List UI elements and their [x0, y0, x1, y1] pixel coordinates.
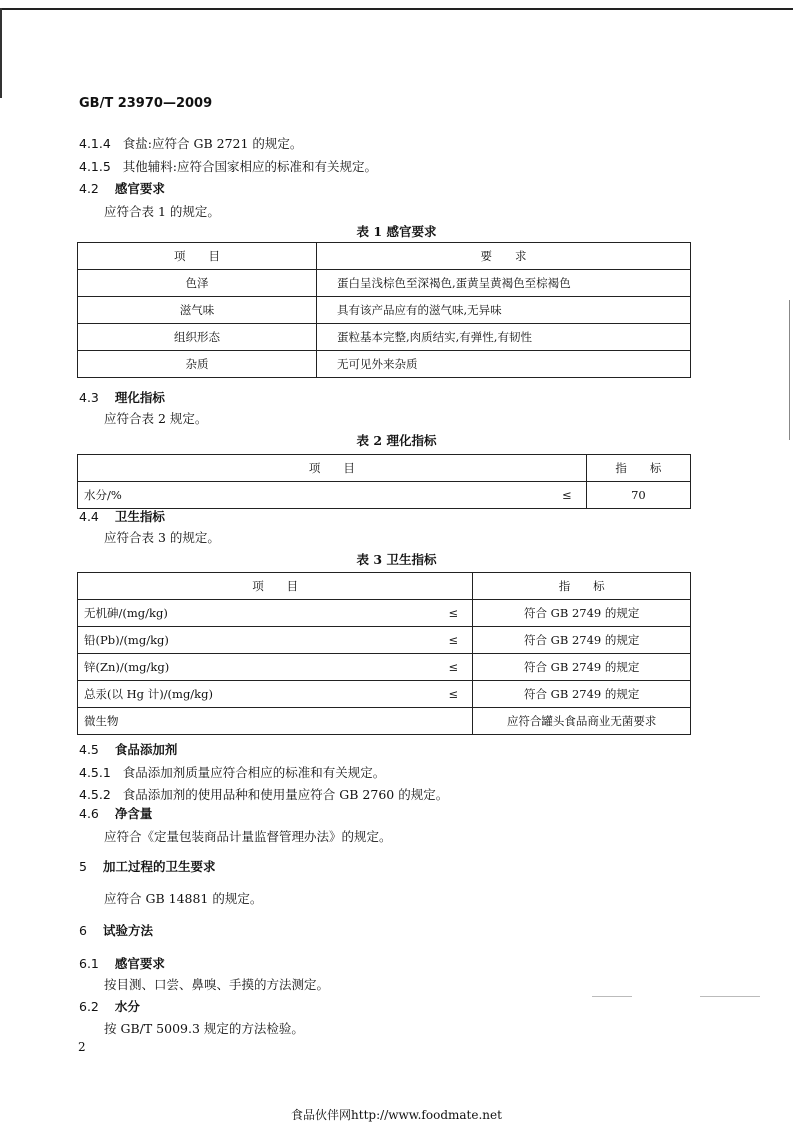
- table-cell: 总汞(以 Hg 计)/(mg/kg): [78, 681, 435, 708]
- clause-6-2: [79, 997, 140, 1015]
- clause-text: 食品添加剂质量应符合相应的标准和有关规定。: [122, 765, 386, 780]
- clause-number: 4.5: [79, 742, 99, 757]
- table-cell: 具有该产品应有的滋气味,无异味: [317, 297, 691, 324]
- clause-number: 4.1.4: [79, 136, 111, 151]
- clause-number: 4.2: [79, 181, 99, 196]
- table-cell: 微生物: [78, 708, 435, 735]
- clause-number: 6.2: [79, 999, 99, 1014]
- table-row: [78, 482, 691, 509]
- clause-number: 4.3: [79, 390, 99, 405]
- table-cell: 无机砷/(mg/kg): [78, 600, 435, 627]
- section-number: 5: [79, 859, 87, 874]
- clause-number: 4.5.2: [79, 787, 111, 802]
- table3-caption: 表 3 卫生指标: [356, 552, 437, 567]
- clause-6-2-body: 按 GB/T 5009.3 规定的方法检验。: [104, 1021, 304, 1036]
- section-number: 6: [79, 923, 87, 938]
- physicochemical-table: [77, 454, 691, 509]
- table-row: [78, 270, 691, 297]
- scan-right-edge: [789, 300, 790, 440]
- clause-4-2: [79, 179, 165, 197]
- clause-number: 4.5.1: [79, 765, 111, 780]
- clause-title: 理化指标: [114, 390, 165, 405]
- footer-watermark: 食品伙伴网http://www.foodmate.net: [291, 1108, 502, 1122]
- standard-header: GB/T 23970—2009: [79, 96, 213, 111]
- table-cell: 组织形态: [78, 324, 317, 351]
- table-header-cell: 指 标: [473, 573, 691, 600]
- table-header-cell: 项 目: [78, 243, 317, 270]
- table-cell: 70: [586, 482, 690, 509]
- table-cell: 滋气味: [78, 297, 317, 324]
- clause-number: 6.1: [79, 956, 99, 971]
- clause-title: 感官要求: [114, 956, 165, 971]
- page-number: 2: [78, 1040, 86, 1054]
- clause-title: 感官要求: [114, 181, 165, 196]
- clause-text: 其他辅料:应符合国家相应的标准和有关规定。: [122, 159, 378, 174]
- clause-text: 食盐:应符合 GB 2721 的规定。: [122, 136, 303, 151]
- table-cell: 蛋白呈浅棕色至深褐色,蛋黄呈黄褐色至棕褐色: [317, 270, 691, 297]
- table-cell: 符合 GB 2749 的规定: [473, 627, 691, 654]
- scan-top-border: [0, 8, 793, 10]
- table-cell: 无可见外来杂质: [317, 351, 691, 378]
- clause-4-2-body: 应符合表 1 的规定。: [104, 204, 220, 219]
- clause-4-3: [79, 388, 165, 406]
- table-cell: 杂质: [78, 351, 317, 378]
- table-cell: 色泽: [78, 270, 317, 297]
- table-cell: 水分/%: [78, 482, 548, 509]
- section-title: 加工过程的卫生要求: [102, 859, 216, 874]
- clause-4-3-body: 应符合表 2 规定。: [104, 411, 208, 426]
- clause-4-6: [79, 804, 152, 822]
- section-5-body: 应符合 GB 14881 的规定。: [104, 891, 263, 906]
- table-header-cell: 项 目: [78, 455, 587, 482]
- clause-4-1-5: [79, 157, 377, 175]
- table-cell: [434, 708, 473, 735]
- table-cell: 锌(Zn)/(mg/kg): [78, 654, 435, 681]
- table-cell: ≤: [548, 482, 587, 509]
- clause-number: 4.1.5: [79, 159, 111, 174]
- table-header-cell: 要 求: [317, 243, 691, 270]
- clause-text: 食品添加剂的使用品种和使用量应符合 GB 2760 的规定。: [122, 787, 449, 802]
- scan-smudge: [592, 996, 632, 997]
- scan-smudge: [700, 996, 760, 997]
- table-row: [78, 351, 691, 378]
- clause-number: 4.6: [79, 806, 99, 821]
- clause-title: 净含量: [114, 806, 153, 821]
- table-cell: ≤: [434, 600, 473, 627]
- table-row: [78, 324, 691, 351]
- section-5: [79, 857, 215, 875]
- clause-6-1-body: 按目测、口尝、鼻嗅、手摸的方法测定。: [104, 977, 330, 992]
- table-header-cell: 项 目: [78, 573, 473, 600]
- table-cell: ≤: [434, 654, 473, 681]
- clause-title: 卫生指标: [114, 509, 165, 524]
- table-cell: 应符合罐头食品商业无菌要求: [473, 708, 691, 735]
- table-header-cell: 指 标: [586, 455, 690, 482]
- table-cell: 蛋粒基本完整,肉质结实,有弹性,有韧性: [317, 324, 691, 351]
- scan-left-border: [0, 8, 2, 98]
- clause-4-4: [79, 507, 165, 525]
- clause-4-1-4: [79, 134, 302, 152]
- section-title: 试验方法: [102, 923, 153, 938]
- clause-4-4-body: 应符合表 3 的规定。: [104, 530, 220, 545]
- table-row: [78, 681, 691, 708]
- table-row: [78, 627, 691, 654]
- table-cell: 铅(Pb)/(mg/kg): [78, 627, 435, 654]
- clause-4-5-1: [79, 763, 385, 781]
- table-header-row: [78, 243, 691, 270]
- table-header-row: [78, 573, 691, 600]
- clause-number: 4.4: [79, 509, 99, 524]
- table1-caption: 表 1 感官要求: [356, 224, 437, 239]
- clause-4-5: [79, 740, 177, 758]
- sensory-requirements-table: [77, 242, 691, 378]
- table-cell: 符合 GB 2749 的规定: [473, 654, 691, 681]
- table-cell: ≤: [434, 681, 473, 708]
- table-header-row: [78, 455, 691, 482]
- hygiene-indicators-table: [77, 572, 691, 735]
- table-row: [78, 708, 691, 735]
- table-cell: 符合 GB 2749 的规定: [473, 600, 691, 627]
- clause-6-1: [79, 954, 165, 972]
- clause-title: 食品添加剂: [114, 742, 178, 757]
- clause-title: 水分: [114, 999, 140, 1014]
- table-row: [78, 600, 691, 627]
- table2-caption: 表 2 理化指标: [356, 433, 437, 448]
- table-cell: ≤: [434, 627, 473, 654]
- table-row: [78, 297, 691, 324]
- section-6: [79, 921, 153, 939]
- clause-4-6-body: 应符合《定量包装商品计量监督管理办法》的规定。: [104, 829, 392, 844]
- table-row: [78, 654, 691, 681]
- clause-4-5-2: [79, 785, 448, 803]
- table-cell: 符合 GB 2749 的规定: [473, 681, 691, 708]
